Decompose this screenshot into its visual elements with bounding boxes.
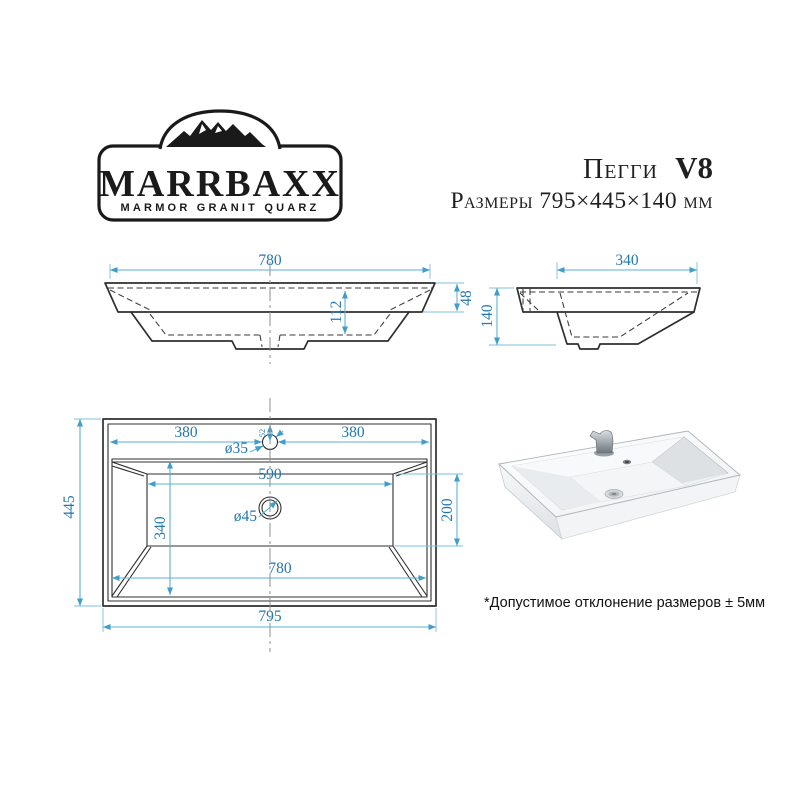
- brand-tagline: MARMOR GRANIT QUARZ: [120, 202, 320, 214]
- front-bowl-depth-dim: 112: [328, 300, 345, 324]
- brand-name: MARRBAXX: [99, 163, 341, 205]
- overall-size-line: Размеры 795×445×140 мм: [450, 188, 713, 214]
- brand-logo: [99, 111, 341, 220]
- basin-bottom-depth-dim: 200: [439, 498, 456, 522]
- faucet-offset-dim: 52: [257, 428, 267, 438]
- front-width-dim: 780: [258, 252, 282, 269]
- basin-depth-dim: 340: [152, 516, 169, 540]
- side-view: [479, 252, 700, 349]
- product-render-3d: [499, 431, 740, 539]
- overall-width-dim: 795: [258, 608, 282, 625]
- plan-view: [61, 398, 463, 652]
- model-name: Пегги: [582, 154, 658, 185]
- tolerance-footnote: *Допустимое отклонение размеров ± 5мм: [484, 595, 766, 611]
- front-view: [105, 252, 475, 364]
- side-view-bowl-outline: [557, 312, 694, 349]
- faucet-left-dim: 380: [174, 424, 198, 441]
- model-code: V8: [675, 150, 713, 185]
- basin-bottom-width-dim: 590: [258, 466, 282, 483]
- side-height-dim: 140: [479, 304, 496, 328]
- drain-hole-dia-dim: ø45: [233, 508, 257, 525]
- faucet-hole-dia-dim: ø35: [224, 440, 248, 457]
- overall-depth-dim: 445: [61, 495, 78, 519]
- title-block: [450, 150, 713, 214]
- side-basin-depth-dim: 340: [615, 252, 639, 269]
- basin-width-dim: 780: [268, 560, 292, 577]
- front-rim-height-dim: 48: [458, 290, 475, 306]
- faucet-right-dim: 380: [341, 424, 365, 441]
